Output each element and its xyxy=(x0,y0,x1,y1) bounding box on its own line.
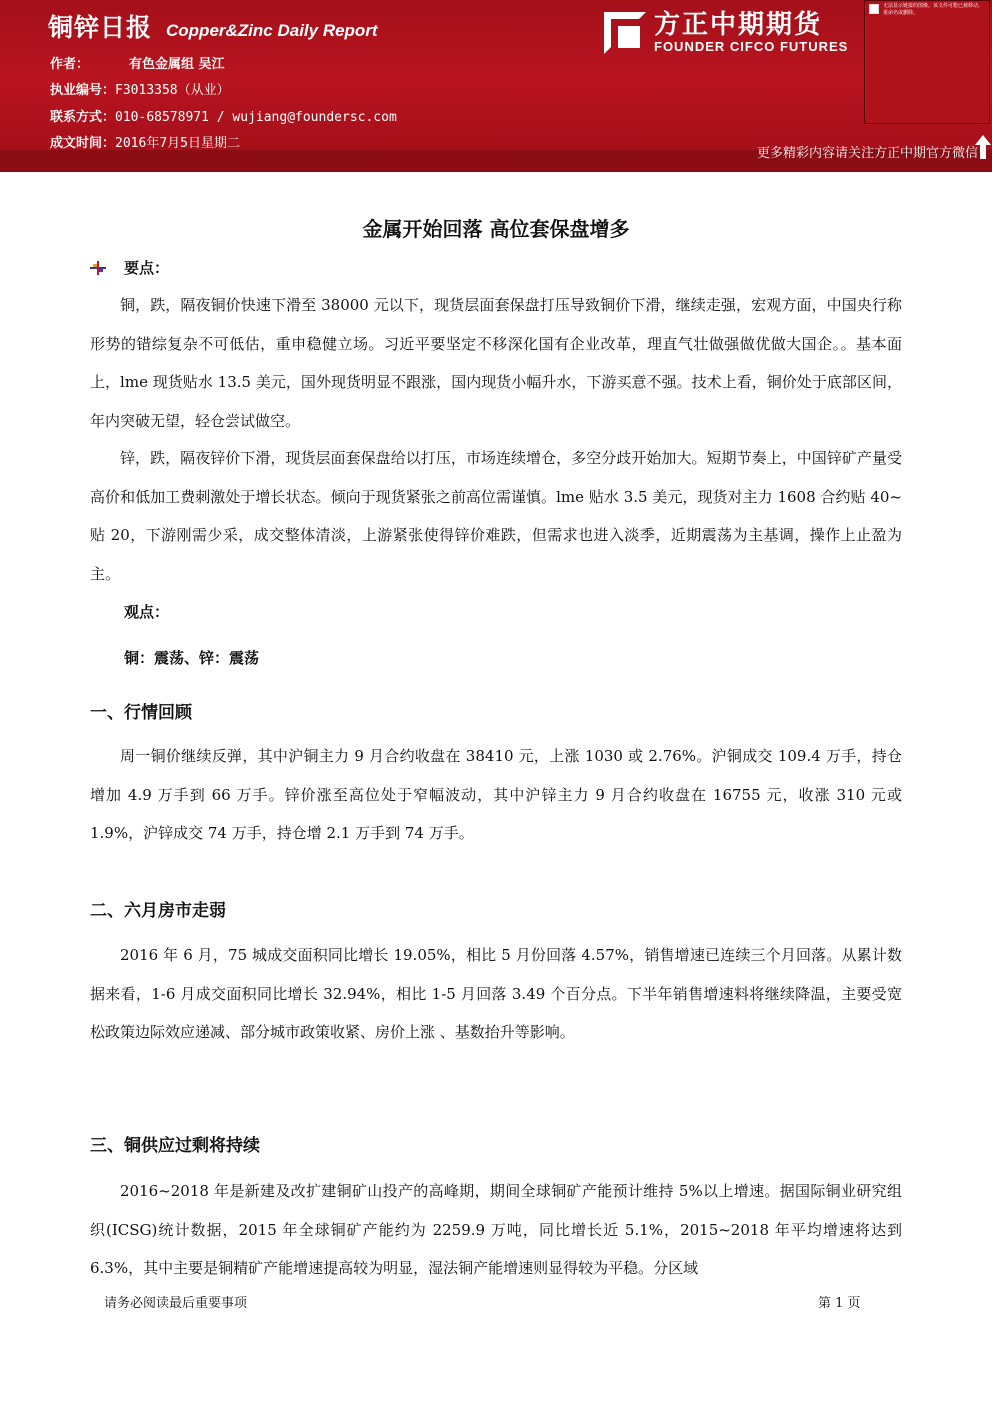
copper-paragraph: 铜，跌，隔夜铜价快速下滑至 38000 元以下，现货层面套保盘打压导致铜价下滑，继续走强，宏观方面，中国央行称形势的错综复杂不可低估，重申稳健立场。习近平要坚定不移深化国有企业改革，理直气壮做强做优做大国企。。基本面上，lme 现货贴水 13.5 美元，国外现货明显不跟涨，国内现货小幅升水，下游买意不强。技术上看，铜价处于底部区间，年内突破无望，轻仓尝试做空。 xyxy=(90,296,902,430)
date-line xyxy=(50,132,240,151)
section-2-title: 二、六月房市走弱 xyxy=(90,901,226,921)
footer-disclaimer: 请务必阅读最后重要事项 xyxy=(104,1296,248,1311)
author-label: 作者： xyxy=(50,57,90,72)
logo-name-en: FOUNDER CIFCO FUTURES xyxy=(654,39,849,54)
section-1-title: 一、行情回顾 xyxy=(90,703,192,723)
section-2-text: 2016 年 6 月，75 城成交面积同比增长 19.05%，相比 5 月份回落 4.57%，销售增速已连续三个月回落。从累计数据来看，1-6 月成交面积同比增长 32.94%，相比 1-5 月回落 3.49 个百分点。下半年销售增速料将继续降温，主要受宽松政策边际效应递减、部分城市政策收紧、房价上涨 、基数抬升等影响。 xyxy=(90,946,902,1041)
keypoints-heading xyxy=(90,257,169,278)
follow-wechat-text: 更多精彩内容请关注方正中期官方微信 xyxy=(756,146,978,161)
article-title: 金属开始回落 高位套保盘增多 xyxy=(362,217,630,241)
contact-label: 联系方式： xyxy=(50,110,116,125)
qr-code-placeholder xyxy=(864,0,990,124)
section-3-text: 2016~2018 年是新建及改扩建铜矿山投产的高峰期，期间全球铜矿产能预计维持 5%以上增速。据国际铜业研究组织(ICSG)统计数据，2015 年全球铜矿产能约为 2259.9 万吨，同比增长近 5.1%，2015~2018 年平均增速将达到 6.3%，其中主要是铜精矿产能增速提高较为明显，湿法铜产能增速则显得较为平稳。分区域 xyxy=(90,1182,902,1277)
up-arrow-icon xyxy=(974,134,992,160)
license-value: F3013358（从业） xyxy=(115,83,230,98)
broken-image-icon xyxy=(869,4,879,14)
logo-mark-icon xyxy=(604,12,646,54)
license-line xyxy=(50,79,230,98)
company-logo xyxy=(604,10,854,56)
contact-line xyxy=(50,106,397,125)
section-3-title: 三、铜供应过剩将持续 xyxy=(90,1136,260,1156)
section-1-text: 周一铜价继续反弹，其中沪铜主力 9 月合约收盘在 38410 元，上涨 1030 或 2.76%。沪铜成交 109.4 万手，持仓增加 4.9 万手到 66 万手。锌价涨至高位处于窄幅波动，其中沪锌主力 9 月合约收盘在 16755 元，收涨 310 元或 1.9%，沪锌成交 74 万手，持仓增 2.1 万手到 74 万手。 xyxy=(90,747,902,842)
broken-image-text: 无法显示链接的图像。该文件可能已被移动、重命名或删除。 xyxy=(883,3,984,16)
logo-name-cn: 方正中期期货 xyxy=(654,10,823,40)
report-title-en: Copper&Zinc Daily Report xyxy=(166,21,378,40)
license-label: 执业编号： xyxy=(50,83,116,98)
report-title xyxy=(48,8,378,44)
contact-value: 010-68578971 / wujiang@foundersc.com xyxy=(115,110,397,125)
view-text: 铜：震荡、锌：震荡 xyxy=(124,649,260,667)
zinc-paragraph: 锌，跌，隔夜锌价下滑，现货层面套保盘给以打压，市场连续增仓，多空分歧开始加大。短期节奏上，中国锌矿产量受高价和低加工费刺激处于增长状态。倾向于现货紧张之前高位需谨慎。lme 贴水 3.5 美元，现货对主力 1608 合约贴 40~贴 20，下游刚需少采，成交整体清淡，上游紧张使得锌价难跌，但需求也进入淡季，近期震荡为主基调，操作上止盈为主。 xyxy=(90,449,902,583)
report-header-banner xyxy=(0,0,992,172)
date-value: 2016年7月5日星期二 xyxy=(115,136,240,151)
keypoints-label: 要点： xyxy=(124,259,170,277)
date-label: 成文时间： xyxy=(50,136,116,151)
bullet-icon xyxy=(90,261,106,275)
report-title-cn: 铜锌日报 xyxy=(48,13,153,42)
page-number: 第 1 页 xyxy=(818,1296,861,1311)
author-line xyxy=(50,53,225,72)
author-value: 有色金属组 吴江 xyxy=(129,57,225,72)
view-label: 观点： xyxy=(124,603,170,621)
